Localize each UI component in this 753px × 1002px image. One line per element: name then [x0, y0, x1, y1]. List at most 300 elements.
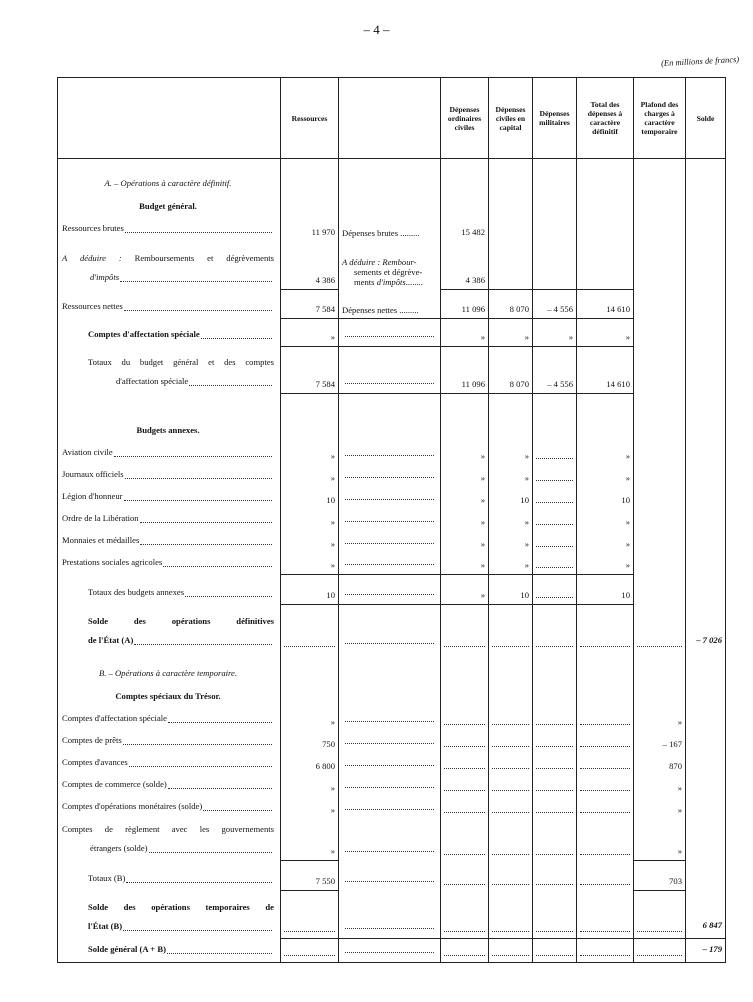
cell-total	[577, 775, 634, 797]
label-text: Totaux des budgets annexes	[88, 586, 185, 597]
cell-mil	[533, 159, 577, 196]
dotted-filler	[492, 811, 529, 813]
dot-leader	[168, 788, 272, 789]
table-row	[58, 347, 726, 394]
row-label	[58, 319, 281, 347]
cell-total	[577, 319, 634, 347]
cell-plafond	[634, 553, 686, 575]
label-line	[62, 487, 274, 506]
row-label	[58, 861, 281, 891]
label-line	[88, 325, 274, 344]
cell-ressources	[281, 241, 339, 290]
value: 870	[669, 760, 682, 771]
dotted-filler	[492, 954, 529, 956]
cell-dep-label	[339, 653, 441, 686]
value: »	[480, 332, 485, 342]
cell-plafond	[634, 686, 686, 709]
cell-cap	[489, 443, 533, 465]
dotted-filler	[492, 789, 529, 791]
label-line	[62, 820, 274, 839]
dotted-filler	[580, 723, 630, 725]
value: 15 482	[461, 226, 485, 237]
cell-plafond	[634, 219, 686, 241]
row-label	[58, 709, 281, 731]
dotted-filler	[345, 742, 434, 744]
value: »	[677, 716, 682, 727]
dot-leader	[203, 810, 272, 811]
value: 7 584	[315, 379, 335, 389]
table-row	[58, 419, 726, 443]
dotted-filler	[345, 454, 434, 456]
cell-total	[577, 575, 634, 605]
cell-ressources	[281, 509, 339, 531]
cell-ord	[441, 487, 489, 509]
label-text: Journaux officiels	[62, 468, 124, 479]
cell-total	[577, 939, 634, 963]
cell-ressources	[281, 553, 339, 575]
dotted-filler	[536, 523, 573, 525]
value: – 4 556	[547, 379, 573, 389]
cell-ressources	[281, 531, 339, 553]
dotted-filler	[345, 850, 434, 852]
header-row	[58, 78, 726, 159]
value: »	[330, 538, 335, 549]
cell-solde	[686, 731, 726, 753]
table-row	[58, 605, 726, 653]
cell-cap	[489, 159, 533, 196]
cell-cap	[489, 219, 533, 241]
cell-cap	[489, 531, 533, 553]
value: »	[330, 804, 335, 815]
cell-mil	[533, 394, 577, 419]
row-label	[58, 686, 281, 709]
cell-solde	[686, 509, 726, 531]
unit-note: (En millions de francs)	[660, 53, 740, 69]
cell-dep-label	[339, 819, 441, 861]
label-text: l'État (B)	[88, 920, 123, 931]
dep-label-line: Dépenses brutes .........	[342, 227, 420, 238]
dotted-filler	[444, 745, 485, 747]
cell-solde	[686, 575, 726, 605]
cell-solde	[686, 531, 726, 553]
value: – 167	[662, 738, 682, 749]
value: »	[625, 332, 630, 342]
cell-ord	[441, 196, 489, 219]
label-text: Solde des opérations temporaires de	[88, 901, 274, 912]
label-line	[88, 372, 274, 391]
label-line	[62, 249, 274, 268]
value: 6 847	[702, 920, 722, 930]
dotted-filler	[637, 930, 682, 932]
dotted-filler	[580, 954, 630, 956]
cell-dep-label	[339, 241, 441, 290]
dotted-filler	[345, 720, 434, 722]
cell-ord	[441, 531, 489, 553]
dot-leader	[124, 500, 273, 501]
cell-mil	[533, 709, 577, 731]
row-label	[58, 653, 281, 686]
cell-dep-label	[339, 347, 441, 394]
cell-plafond	[634, 290, 686, 319]
cell-dep-label	[339, 487, 441, 509]
label-text: Ressources nettes	[62, 300, 123, 311]
dot-leader	[126, 882, 272, 883]
cell-ord	[441, 819, 489, 861]
value: »	[677, 846, 682, 856]
cell-dep-label	[339, 509, 441, 531]
cell-cap	[489, 419, 533, 443]
dotted-filler	[345, 476, 434, 478]
value: »	[524, 472, 529, 483]
row-label	[58, 347, 281, 394]
label-line	[88, 631, 274, 650]
label-line	[62, 839, 274, 858]
label-line	[62, 731, 274, 750]
cell-mil	[533, 891, 577, 939]
cell-solde	[686, 753, 726, 775]
label-line	[88, 869, 274, 888]
cell-total	[577, 731, 634, 753]
dot-leader	[168, 722, 272, 723]
cell-ord	[441, 686, 489, 709]
label-text: de l'État (A)	[88, 634, 134, 645]
cell-ord	[441, 891, 489, 939]
cell-dep-label	[339, 861, 441, 891]
cell-solde	[686, 465, 726, 487]
dotted-filler	[536, 596, 573, 598]
row-label	[58, 775, 281, 797]
dot-leader	[149, 852, 272, 853]
value: 6 800	[315, 760, 335, 771]
cell-ressources	[281, 465, 339, 487]
row-label	[58, 443, 281, 465]
label-text: Comptes d'opérations monétaires (solde)	[62, 800, 203, 811]
label-text: Comptes spéciaux du Trésor.	[115, 690, 221, 701]
dotted-filler	[580, 645, 630, 647]
cell-plafond	[634, 939, 686, 963]
dot-leader	[125, 478, 272, 479]
cell-ord	[441, 939, 489, 963]
dep-label-line: sements et dégrève-	[354, 266, 423, 277]
table-row	[58, 797, 726, 819]
cell-mil	[533, 819, 577, 861]
row-label	[58, 731, 281, 753]
label-line	[88, 940, 274, 959]
cell-ressources	[281, 159, 339, 196]
cell-ressources	[281, 653, 339, 686]
cell-total	[577, 443, 634, 465]
value: »	[330, 516, 335, 527]
dotted-filler	[345, 880, 434, 882]
label-text: Budgets annexes.	[136, 424, 200, 435]
label-line	[62, 219, 274, 238]
dotted-filler	[492, 767, 529, 769]
cell-ressources	[281, 605, 339, 653]
dotted-filler	[580, 745, 630, 747]
dotted-filler	[345, 951, 434, 953]
value: »	[524, 538, 529, 549]
cell-ressources	[281, 443, 339, 465]
cell-mil	[533, 465, 577, 487]
value: 10	[621, 494, 630, 505]
cell-solde	[686, 709, 726, 731]
cell-cap	[489, 241, 533, 290]
cell-ord	[441, 241, 489, 290]
label-text: Totaux du budget général et des comptes	[88, 356, 274, 367]
value: »	[480, 538, 485, 549]
cell-mil	[533, 775, 577, 797]
row-label	[58, 819, 281, 861]
dotted-filler	[345, 563, 434, 565]
label-text: Comptes de commerce (solde)	[62, 778, 167, 789]
cell-mil	[533, 219, 577, 241]
label-line	[62, 753, 274, 772]
cell-solde	[686, 653, 726, 686]
table-row	[58, 394, 726, 419]
value: 14 610	[606, 304, 630, 314]
cell-plafond	[634, 819, 686, 861]
cell-total	[577, 753, 634, 775]
label-text: Comptes d'affectation spéciale	[88, 328, 200, 339]
cell-dep-label	[339, 939, 441, 963]
cell-cap	[489, 797, 533, 819]
cell-cap	[489, 605, 533, 653]
table-row	[58, 319, 726, 347]
cell-solde	[686, 290, 726, 319]
table-row	[58, 939, 726, 963]
cell-ressources	[281, 196, 339, 219]
cell-ord	[441, 319, 489, 347]
cell-ord	[441, 605, 489, 653]
cell-cap	[489, 861, 533, 891]
cell-total	[577, 290, 634, 319]
value: 7 584	[315, 304, 335, 314]
label-text: Ordre de la Libération	[62, 512, 139, 523]
cell-ressources	[281, 219, 339, 241]
label-text: Solde des opérations définitives	[88, 615, 274, 626]
dotted-filler	[536, 767, 573, 769]
value: »	[480, 494, 485, 505]
dotted-filler	[345, 764, 434, 766]
cell-ressources	[281, 775, 339, 797]
table-row	[58, 487, 726, 509]
label-text: étrangers (solde)	[90, 842, 148, 853]
value: 8 070	[509, 304, 529, 314]
row-label	[58, 419, 281, 443]
cell-plafond	[634, 196, 686, 219]
cell-plafond	[634, 575, 686, 605]
cell-total	[577, 819, 634, 861]
cell-dep-label	[339, 686, 441, 709]
cell-cap	[489, 891, 533, 939]
cell-ressources	[281, 731, 339, 753]
value: 4 386	[465, 275, 485, 285]
cell-cap	[489, 196, 533, 219]
label-line	[88, 353, 274, 372]
label-text: Aviation civile	[62, 446, 113, 457]
label-line	[62, 775, 274, 794]
dotted-filler	[536, 545, 573, 547]
value: »	[480, 450, 485, 461]
cell-ord	[441, 797, 489, 819]
cell-mil	[533, 753, 577, 775]
value: – 179	[702, 944, 722, 954]
table-row	[58, 686, 726, 709]
dep-label-line: A déduire : Rembour-	[342, 256, 417, 267]
cell-cap	[489, 709, 533, 731]
value: »	[625, 538, 630, 549]
cell-plafond	[634, 709, 686, 731]
cell-cap	[489, 775, 533, 797]
cell-total	[577, 686, 634, 709]
cell-total	[577, 196, 634, 219]
cell-plafond	[634, 159, 686, 196]
dot-leader	[140, 522, 272, 523]
cell-dep-label	[339, 159, 441, 196]
cell-ord	[441, 159, 489, 196]
cell-ord	[441, 509, 489, 531]
cell-dep-label	[339, 797, 441, 819]
dotted-filler	[580, 811, 630, 813]
cell-total	[577, 509, 634, 531]
cell-total	[577, 487, 634, 509]
cell-mil	[533, 861, 577, 891]
dotted-filler	[580, 883, 630, 885]
row-label	[58, 487, 281, 509]
label-line	[62, 664, 274, 683]
label-text: Prestations sociales agricoles	[62, 556, 163, 567]
value: »	[625, 560, 630, 570]
dot-leader	[185, 596, 272, 597]
row-label	[58, 575, 281, 605]
dotted-filler	[345, 927, 434, 929]
cell-ord	[441, 553, 489, 575]
dotted-filler	[444, 930, 485, 932]
label-line	[88, 612, 274, 631]
cell-ressources	[281, 891, 339, 939]
cell-solde	[686, 319, 726, 347]
dotted-filler	[345, 593, 434, 595]
dotted-filler	[492, 645, 529, 647]
label-text: Totaux (B)	[88, 872, 126, 883]
label-text: Solde général (A + B)	[88, 944, 166, 954]
table-row	[58, 509, 726, 531]
row-label	[58, 290, 281, 319]
header-total: Total des dépenses à caractère définitif	[577, 78, 634, 159]
cell-ord	[441, 775, 489, 797]
dotted-filler	[345, 335, 434, 337]
label-text: Comptes de règlement avec les gouvernements	[62, 823, 274, 834]
value: »	[480, 560, 485, 570]
cell-cap	[489, 509, 533, 531]
value: 703	[669, 876, 682, 886]
row-label	[58, 797, 281, 819]
cell-mil	[533, 605, 577, 653]
value: 11 096	[461, 379, 485, 389]
cell-ord	[441, 753, 489, 775]
row-label	[58, 509, 281, 531]
cell-total	[577, 159, 634, 196]
dot-leader	[114, 456, 272, 457]
label-line	[62, 553, 274, 572]
dotted-filler	[580, 853, 630, 855]
dotted-filler	[536, 954, 573, 956]
cell-ord	[441, 347, 489, 394]
cell-dep-label	[339, 394, 441, 419]
header-label	[58, 78, 281, 159]
dot-leader	[123, 930, 272, 931]
cell-mil	[533, 509, 577, 531]
cell-dep-label	[339, 196, 441, 219]
dotted-filler	[637, 954, 682, 956]
table-row	[58, 531, 726, 553]
value: »	[480, 516, 485, 527]
cell-total	[577, 465, 634, 487]
cell-mil	[533, 196, 577, 219]
cell-dep-label	[339, 290, 441, 319]
label-text: B. – Opérations à caractère temporaire.	[98, 667, 238, 678]
dotted-filler	[345, 808, 434, 810]
row-label	[58, 159, 281, 196]
cell-cap	[489, 653, 533, 686]
dotted-filler	[536, 883, 573, 885]
cell-ressources	[281, 487, 339, 509]
value: 10	[326, 494, 335, 505]
dotted-filler	[536, 479, 573, 481]
cell-total	[577, 605, 634, 653]
cell-solde	[686, 394, 726, 419]
label-line	[62, 443, 274, 462]
dotted-filler	[536, 723, 573, 725]
dotted-filler	[492, 853, 529, 855]
value: »	[480, 590, 485, 600]
label-text: A déduire : Remboursements et dégrèvements	[62, 252, 275, 263]
dotted-filler	[444, 767, 485, 769]
label-text: Budget général.	[139, 200, 197, 211]
row-label	[58, 219, 281, 241]
cell-plafond	[634, 775, 686, 797]
dotted-filler	[580, 930, 630, 932]
table-row	[58, 575, 726, 605]
cell-dep-label	[339, 443, 441, 465]
table-row	[58, 290, 726, 319]
table-row	[58, 709, 726, 731]
dot-leader	[167, 953, 272, 954]
header-solde: Solde	[686, 78, 726, 159]
value: »	[330, 332, 335, 342]
table-row	[58, 219, 726, 241]
cell-mil	[533, 797, 577, 819]
table-row	[58, 819, 726, 861]
cell-cap	[489, 819, 533, 861]
dotted-filler	[345, 498, 434, 500]
cell-plafond	[634, 465, 686, 487]
cell-ord	[441, 419, 489, 443]
label-line	[62, 421, 274, 440]
label-line	[88, 898, 274, 917]
dot-leader	[129, 766, 272, 767]
dep-label-line: ments d'impôts........	[354, 276, 423, 287]
cell-plafond	[634, 891, 686, 939]
value: 10	[520, 590, 529, 600]
label-line	[88, 917, 274, 936]
table-row	[58, 159, 726, 196]
value: 11 970	[311, 226, 335, 237]
label-line	[62, 509, 274, 528]
cell-solde	[686, 159, 726, 196]
cell-solde	[686, 419, 726, 443]
cell-dep-label	[339, 775, 441, 797]
